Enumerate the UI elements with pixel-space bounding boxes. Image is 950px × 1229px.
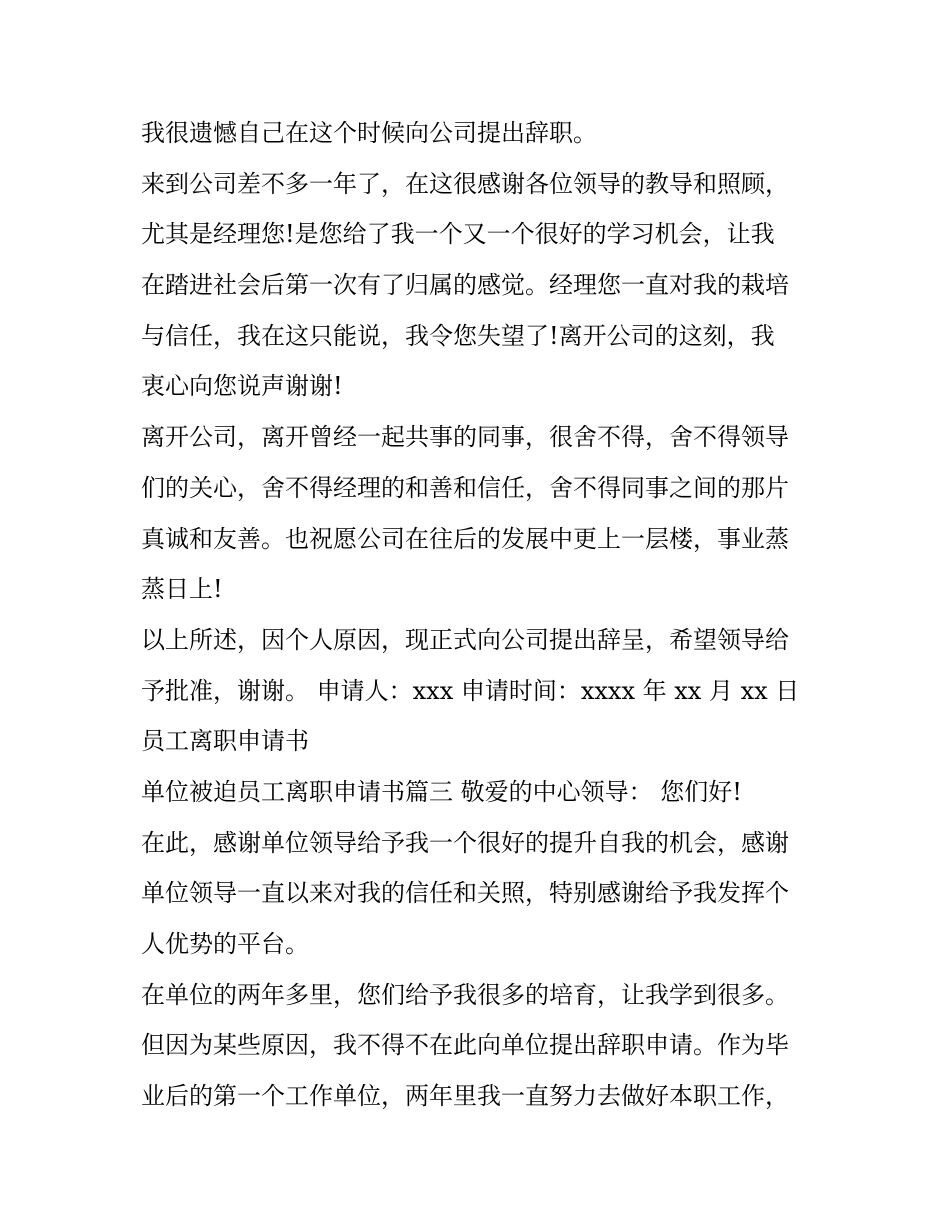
text-line: 但因为某些原因，我不得不在此向单位提出辞职申请。作为毕 — [141, 1031, 789, 1060]
text-line: 衷心向您说声谢谢! — [141, 372, 343, 401]
text-line: 在单位的两年多里，您们给予我很多的培育，让我学到很多。 — [141, 980, 789, 1009]
text-line: 来到公司差不多一年了，在这很感谢各位领导的教导和照顾， — [141, 169, 789, 198]
section-heading: 员工离职申请书 — [141, 727, 309, 756]
text-line: 以上所述，因个人原因，现正式向公司提出辞呈，希望领导给 — [141, 625, 789, 654]
text-line: 真诚和友善。也祝愿公司在往后的发展中更上一层楼，事业蒸 — [141, 524, 789, 553]
text-line: 在此，感谢单位领导给予我一个很好的提升自我的机会，感谢 — [141, 828, 789, 857]
document-body — [141, 108, 821, 1122]
text-line: 们的关心，舍不得经理的和善和信任，舍不得同事之间的那片 — [141, 473, 789, 502]
text-line: 我很遗憾自己在这个时候向公司提出辞职。 — [141, 119, 597, 147]
text-line: 予批准，谢谢。 申请人：xxx 申请时间：xxxx 年 xx 月 xx 日 — [141, 676, 800, 705]
text-line: 与信任，我在这只能说，我令您失望了!离开公司的这刻，我 — [141, 321, 775, 350]
text-line: 尤其是经理您!是您给了我一个又一个很好的学习机会，让我 — [141, 220, 775, 249]
text-line: 单位被迫员工离职申请书篇三 敬爱的中心领导： 您们好! — [141, 777, 742, 806]
text-line: 单位领导一直以来对我的信任和关照，特别感谢给予我发挥个 — [141, 879, 789, 908]
text-line: 人优势的平台。 — [141, 930, 309, 958]
text-line: 离开公司，离开曾经一起共事的同事，很舍不得，舍不得领导 — [141, 423, 789, 452]
text-line: 业后的第一个工作单位，两年里我一直努力去做好本职工作， — [141, 1082, 789, 1111]
text-line: 蒸日上! — [141, 575, 223, 604]
text-line: 在踏进社会后第一次有了归属的感觉。经理您一直对我的栽培 — [141, 271, 789, 300]
